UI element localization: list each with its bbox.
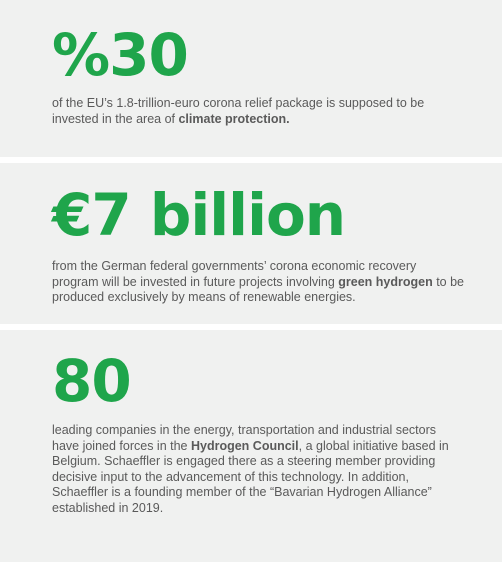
fact-text-continued: to be produced exclusively by means of renewable energies. <box>52 274 464 304</box>
fact-description <box>52 423 464 516</box>
fact-panel-climate-protection <box>0 0 502 157</box>
fact-text-continued: , a global initiative based in Belgium. Schaeffler is engaged there as a steering member providing decisive input to the advancement of this technology. In addition, Schaeffler is a founding member of the “Bavarian Hydrogen Alliance” established in 2019. <box>52 438 449 515</box>
fact-description <box>52 96 464 127</box>
fact-text: leading companies in the energy, transportation and industrial sectors have joined forces in the <box>52 423 437 453</box>
fact-highlight: Hydrogen Council <box>190 438 299 453</box>
fact-description <box>52 259 464 306</box>
fact-highlight: green hydrogen <box>338 274 433 289</box>
fact-stat: €7 billion <box>52 181 346 249</box>
fact-highlight: climate protection. <box>178 111 290 126</box>
fact-stat: 80 <box>52 347 131 415</box>
fact-panel-hydrogen-council <box>0 330 502 562</box>
fact-panel-green-hydrogen <box>0 163 502 324</box>
fact-text: from the German federal governments’ corona economic recovery program will be invested in future projects involving <box>52 259 417 289</box>
fact-text: of the EU’s 1.8-trillion-euro corona relief package is supposed to be invested in the area of <box>52 96 425 126</box>
fact-stat: %30 <box>52 21 188 89</box>
